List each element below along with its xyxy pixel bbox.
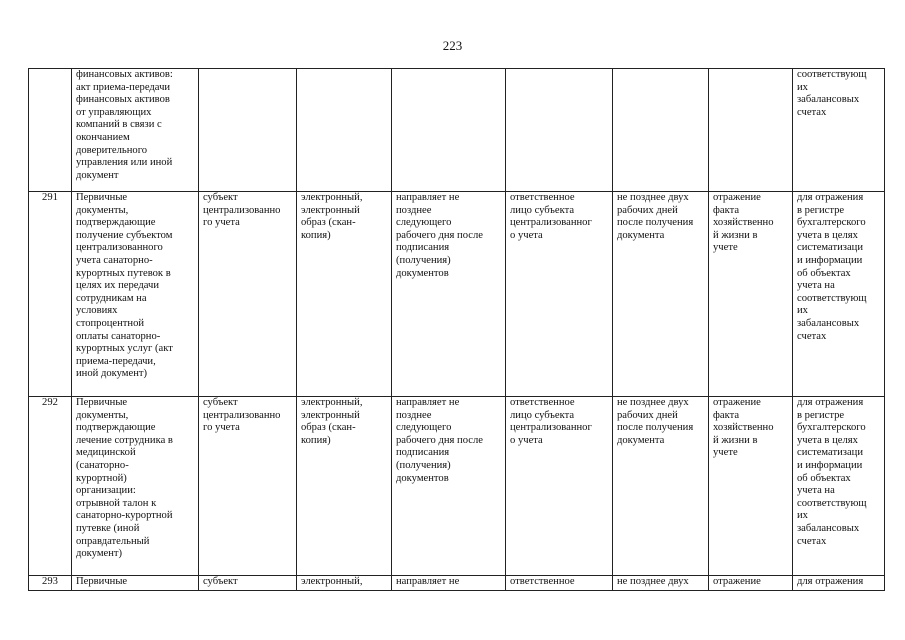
deadline-cell: [613, 69, 709, 192]
term-cell: направляет не позднее следующего рабочего дня после подписания (получения) документов: [392, 397, 506, 576]
subject-cell: субъект централизованно го учета: [199, 192, 297, 397]
table-row: [29, 397, 885, 576]
row-number-cell: 293: [29, 576, 72, 591]
reflection-cell: [709, 69, 793, 192]
deadline-cell: не позднее двух: [613, 576, 709, 591]
document-table: [28, 68, 885, 591]
table-row: [29, 576, 885, 591]
reflection-cell: отражение факта хозяйственно й жизни в учете: [709, 397, 793, 576]
responsible-cell: ответственное лицо субъекта централизованног о учета: [506, 397, 613, 576]
row-number-cell: 291: [29, 192, 72, 397]
form-cell: [297, 69, 392, 192]
form-cell: электронный, электронный образ (скан- копия): [297, 192, 392, 397]
deadline-cell: не позднее двух рабочих дней после получения документа: [613, 397, 709, 576]
form-cell: электронный, электронный образ (скан- копия): [297, 397, 392, 576]
table-row: [29, 69, 885, 192]
term-cell: направляет не: [392, 576, 506, 591]
term-cell: направляет не позднее следующего рабочего дня после подписания (получения) документов: [392, 192, 506, 397]
purpose-cell: для отражения в регистре бухгалтерского учета в целях систематизаци и информации об объектах учета на соответствующ их забалансовых счетах: [793, 192, 885, 397]
subject-cell: [199, 69, 297, 192]
responsible-cell: [506, 69, 613, 192]
documents-cell: финансовых активов: акт приема-передачи финансовых активов от управляющих компаний в связи с окончанием доверительного управления или иной документ: [72, 69, 199, 192]
row-number-cell: 292: [29, 397, 72, 576]
page-number: 223: [442, 38, 463, 53]
documents-cell: Первичные документы, подтверждающие получение субъектом централизованного учета санаторно- курортных путевок в целях их передачи сотрудникам на условиях стопроцентной оплаты санаторно- курортных услуг (акт приема-передачи, иной документ): [72, 192, 199, 397]
deadline-cell: не позднее двух рабочих дней после получения документа: [613, 192, 709, 397]
term-cell: [392, 69, 506, 192]
subject-cell: субъект: [199, 576, 297, 591]
reflection-cell: отражение: [709, 576, 793, 591]
documents-cell: Первичные документы, подтверждающие лечение сотрудника в медицинской (санаторно- курортной) организации: отрывной талон к санаторно-курортной путевке (иной оправдательный документ): [72, 397, 199, 576]
form-cell: электронный,: [297, 576, 392, 591]
purpose-cell: для отражения: [793, 576, 885, 591]
responsible-cell: ответственное лицо субъекта централизованног о учета: [506, 192, 613, 397]
row-number-cell: [29, 69, 72, 192]
documents-cell: Первичные: [72, 576, 199, 591]
purpose-cell: для отражения в регистре бухгалтерского учета в целях систематизаци и информации об объектах учета на соответствующ их забалансовых счетах: [793, 397, 885, 576]
purpose-cell: соответствующ их забалансовых счетах: [793, 69, 885, 192]
reflection-cell: отражение факта хозяйственно й жизни в учете: [709, 192, 793, 397]
subject-cell: субъект централизованно го учета: [199, 397, 297, 576]
responsible-cell: ответственное: [506, 576, 613, 591]
table-row: [29, 192, 885, 397]
